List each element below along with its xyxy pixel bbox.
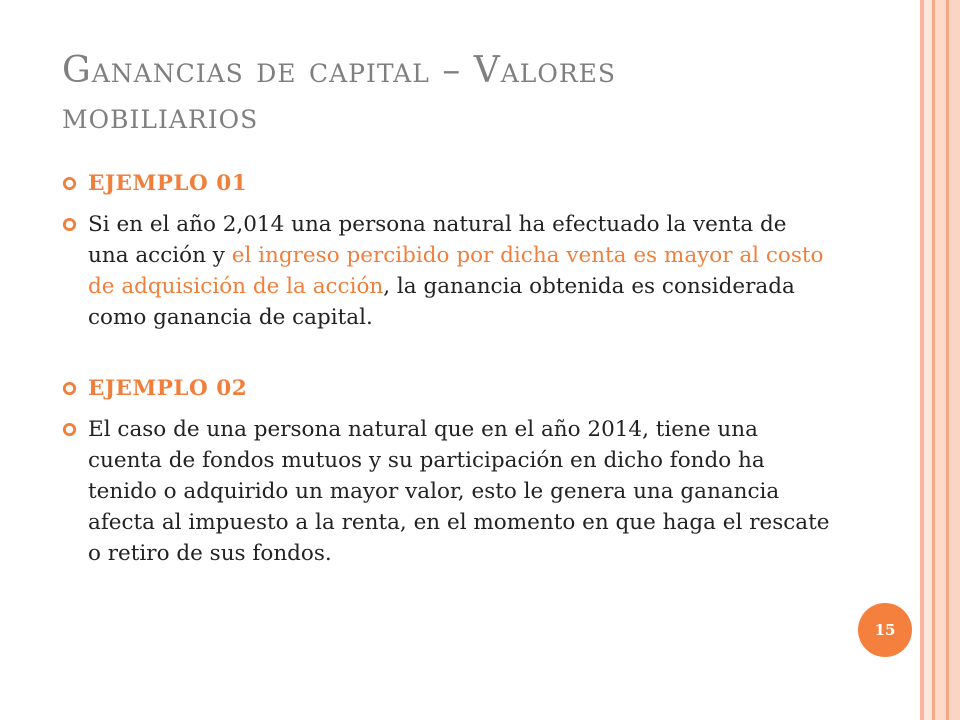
stripe: [924, 0, 932, 720]
orange-ring-bullet-icon: [62, 422, 77, 437]
example-text-part: Si en el año 2,014 una persona natural ha efectuado la venta de una acción y: [88, 212, 787, 268]
list-item-ejemplo-01-text: [62, 209, 832, 333]
orange-ring-bullet-icon: [62, 217, 77, 232]
list-item-ejemplo-02-text: [62, 414, 832, 569]
stripe: [949, 0, 960, 720]
slide-title-line-2: mobiliarios: [62, 96, 259, 137]
example-text-part: , la ganancia obtenida es considerada como ganancia de capital.: [88, 274, 795, 330]
orange-ring-bullet-icon: [62, 381, 77, 396]
stripe: [935, 0, 946, 720]
list-item-ejemplo-01-heading: [62, 168, 832, 199]
slide-title: [62, 48, 852, 140]
page-number: 15: [874, 621, 896, 639]
page-number-badge: [858, 603, 912, 657]
decorative-stripes: [920, 0, 960, 720]
list-item-ejemplo-02-heading: [62, 373, 832, 404]
example-heading: EJEMPLO 01: [88, 171, 248, 196]
example-text-highlight: el ingreso percibido por dicha venta es mayor al costo de adquisición de la acción: [88, 243, 824, 299]
orange-ring-bullet-icon: [62, 176, 77, 191]
example-text: El caso de una persona natural que en el año 2014, tiene una cuenta de fondos mutuos y su participación en dicho fondo ha tenido o adquirido un mayor valor, esto le genera una ganancia afecta al impuesto a la renta, en el momento en que haga el rescate o retiro de sus fondos.: [88, 417, 830, 566]
slide-body: [62, 168, 832, 569]
example-heading: EJEMPLO 02: [88, 376, 248, 401]
slide-title-line-1: Ganancias de capital – Valores: [62, 50, 617, 91]
